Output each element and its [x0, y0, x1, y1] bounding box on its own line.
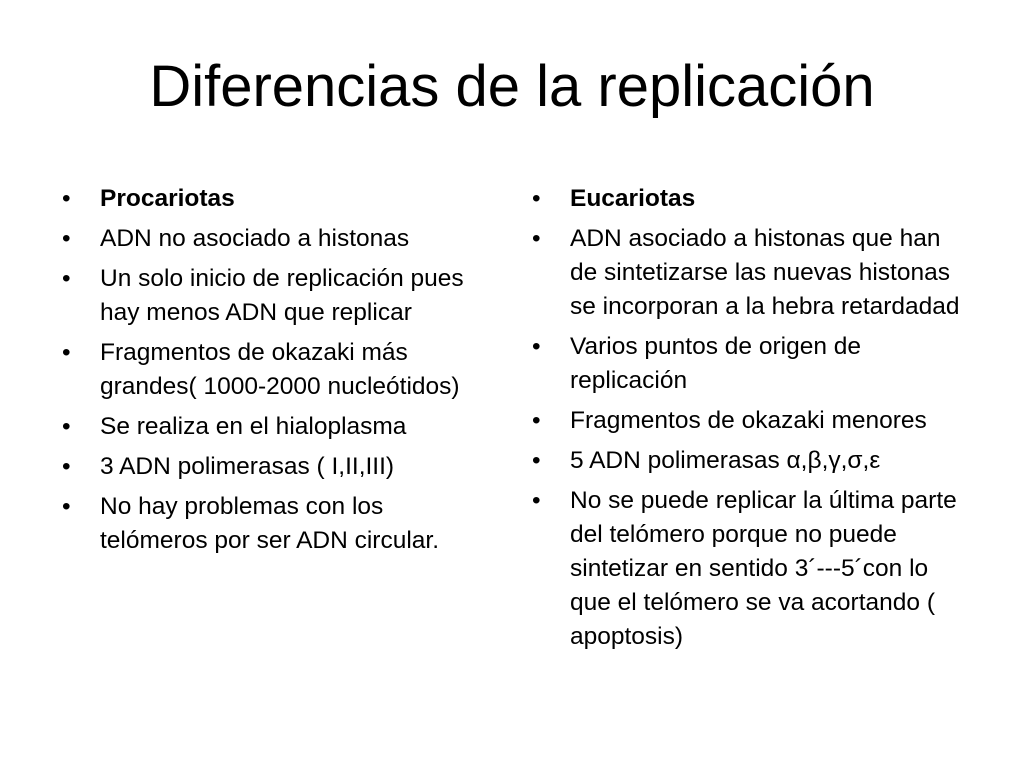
- list-item-text: 3 ADN polimerasas ( I,II,III): [100, 453, 395, 480]
- list-item-text: ADN asociado a histonas que han de sintetizarse las nuevas histonas se incorporan a la hebra retardadad: [570, 225, 960, 320]
- list-item: [60, 410, 480, 444]
- list-item-text: Procariotas: [100, 185, 235, 212]
- eucariotas-column: [530, 182, 970, 660]
- bullet-icon: •: [62, 453, 71, 480]
- slide-title: Diferencias de la replicación: [149, 54, 875, 119]
- list-item: [530, 404, 970, 438]
- bullet-icon: •: [62, 185, 71, 212]
- bullet-icon: •: [532, 185, 541, 212]
- list-item: [530, 484, 970, 654]
- list-item: [530, 222, 970, 324]
- bullet-icon: •: [532, 407, 541, 434]
- bullet-icon: •: [62, 339, 71, 366]
- list-item-text: Varios puntos de origen de replicación: [570, 333, 862, 394]
- list-item-text: Se realiza en el hialoplasma: [100, 413, 407, 440]
- procariotas-heading: [60, 182, 480, 216]
- bullet-icon: •: [62, 265, 71, 292]
- bullet-icon: •: [532, 225, 541, 252]
- procariotas-column: [60, 182, 480, 564]
- bullet-icon: •: [62, 413, 71, 440]
- bullet-icon: •: [532, 333, 541, 360]
- bullet-icon: •: [532, 447, 541, 474]
- bullet-icon: •: [62, 225, 71, 252]
- list-item-text: No se puede replicar la última parte del telómero porque no puede sintetizar en sentido 3´---5´con lo que el telómero se va acortando ( apoptosis): [570, 487, 957, 650]
- bullet-icon: •: [62, 493, 71, 520]
- list-item-text: Fragmentos de okazaki más grandes( 1000-2000 nucleótidos): [100, 339, 460, 400]
- list-item: [60, 450, 480, 484]
- list-item: [60, 222, 480, 256]
- list-item: [530, 330, 970, 398]
- list-item: [530, 444, 970, 478]
- list-item-text: ADN no asociado a histonas: [100, 225, 410, 252]
- list-item-text: Eucariotas: [570, 185, 696, 212]
- list-item: [60, 336, 480, 404]
- list-item: [60, 490, 480, 558]
- list-item-text: No hay problemas con los telómeros por ser ADN circular.: [100, 493, 440, 554]
- bullet-icon: •: [532, 487, 541, 514]
- list-item-text: Fragmentos de okazaki menores: [570, 407, 927, 434]
- list-item: [60, 262, 480, 330]
- eucariotas-heading: [530, 182, 970, 216]
- list-item-text: Un solo inicio de replicación pues hay menos ADN que replicar: [100, 265, 464, 326]
- list-item-text: 5 ADN polimerasas α,β,γ,σ,ε: [570, 447, 881, 474]
